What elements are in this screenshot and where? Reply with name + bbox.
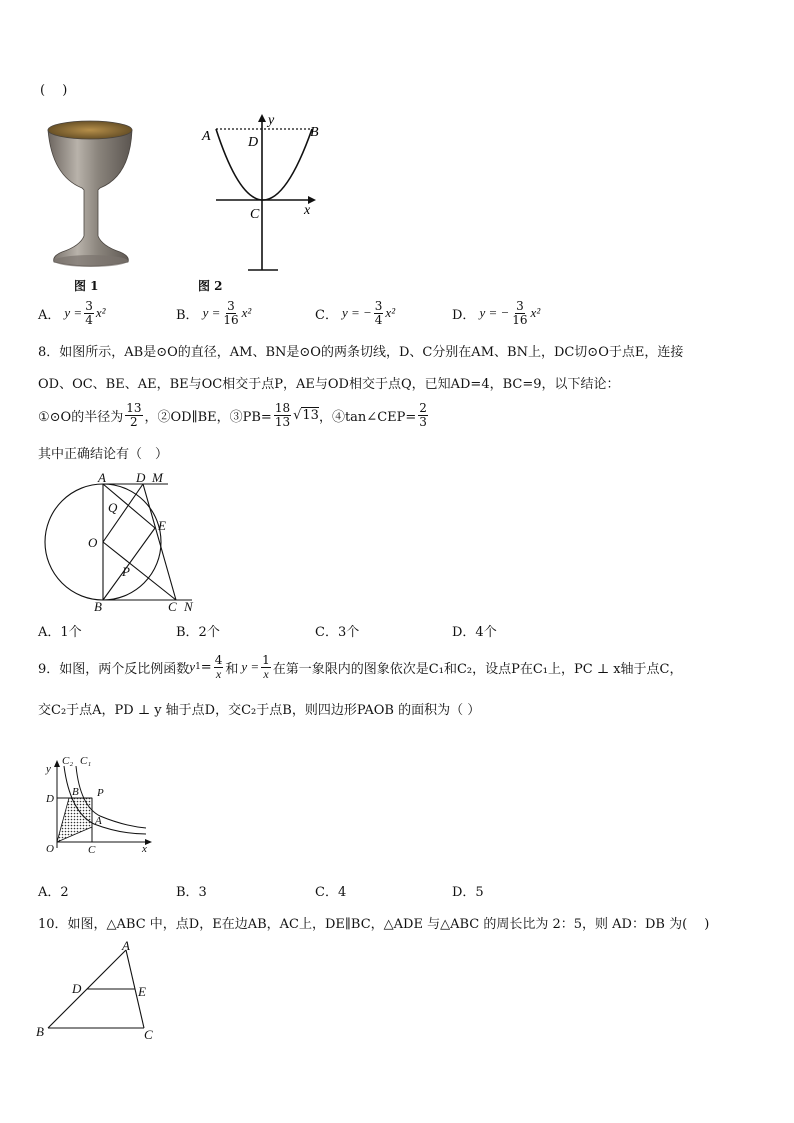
option-tail: x² — [530, 305, 541, 321]
option-letter: A． — [38, 307, 61, 323]
q9-rest: 在第一象限内的图象依次是C₁和C₂，设点P在C₁上，PC ⊥ x轴于点C， — [272, 661, 683, 677]
option-fraction: $\frac{3}{16}$ — [512, 299, 528, 327]
hyperbola-figure — [40, 752, 156, 856]
fig8-label-E: E — [158, 518, 166, 533]
q9-option-b[interactable]: B．3 — [176, 885, 207, 900]
fig2-label-x: x — [304, 203, 311, 218]
conclusion-4-fraction: $\frac{2}{3}$ — [419, 401, 427, 429]
q9-y1: y — [189, 659, 196, 675]
option-fraction: $\frac{3}{16}$ — [223, 299, 239, 327]
fig8-label-N: N — [184, 599, 193, 614]
goblet-figure — [44, 118, 136, 274]
fig8-label-C: C — [168, 599, 177, 614]
conclusion-4-label: ，④tan∠CEP= — [318, 409, 417, 425]
fig9-label-B: B — [72, 786, 79, 798]
circle-tangent-figure — [40, 470, 210, 615]
option-fraction: $\frac{3}{4}$ — [374, 299, 383, 327]
q8-option-a[interactable]: A．1个 — [38, 625, 82, 640]
q8-line2: OD、OC、BE、AE，BE与OC相交于点P，AE与OD相交于点Q，已知AD=4，BC=9，以下结论： — [38, 377, 620, 392]
q9-equals: = — [200, 659, 212, 675]
option-lhs: y = — [64, 305, 83, 321]
option-letter: D． — [452, 307, 476, 323]
option-fraction: $\frac{3}{4}$ — [85, 299, 93, 327]
parabola-figure — [196, 112, 326, 274]
fig2-label-A: A — [202, 129, 211, 144]
fig8-label-M: M — [152, 470, 163, 485]
q7-option-b[interactable] — [176, 300, 251, 326]
option-lhs: y = — [202, 305, 221, 321]
q7-option-a[interactable] — [38, 300, 106, 326]
option-lhs: y = − — [341, 305, 372, 321]
conclusion-1-fraction: $\frac{13}{2}$ — [126, 401, 142, 429]
q8-option-c[interactable]: C．3个 — [315, 625, 360, 640]
q9-and: 和 — [225, 661, 239, 677]
conclusion-2-3-label: ，②OD∥BE，③PB= — [144, 409, 272, 425]
option-tail: x² — [385, 305, 396, 321]
fig8-label-P: P — [122, 564, 130, 579]
option-tail: x² — [241, 305, 252, 321]
q9-fraction-1: $\frac{4}{x}$ — [214, 653, 223, 681]
fig8-label-Q: Q — [108, 500, 118, 515]
fig10-label-E: E — [138, 984, 146, 999]
q9-line1: 9．如图，两个反比例函数 y 1 = $\frac{4}{x}$ 和 y = $\frac{1}{x}$ 在第一象限内的图象依次是C₁和C₂，设点P在C₁上，PC ⊥ x轴于点C， — [38, 653, 683, 681]
q8-conclusions — [38, 402, 430, 428]
q9-fraction-2: $\frac{1}{x}$ — [262, 653, 270, 681]
conclusion-3-sqrt: 13 — [302, 408, 319, 424]
q9-option-d[interactable]: D．5 — [452, 885, 484, 900]
fig9-label-O: O — [46, 843, 54, 855]
fig2-caption: 图 2 — [198, 279, 223, 293]
option-tail: x² — [95, 305, 106, 321]
conclusion-1-label: ①⊙O的半径为 — [38, 409, 124, 425]
sqrt-icon: √ — [293, 407, 302, 423]
option-letter: B． — [176, 307, 199, 323]
q9-intro: 9．如图，两个反比例函数 — [38, 661, 190, 677]
option-lhs: y = − — [479, 305, 510, 321]
q9-line2: 交C₂于点A，PD ⊥ y 轴于点D，交C₂于点B，则四边形PAOB 的面积为（ ） — [38, 703, 481, 718]
option-letter: C． — [315, 307, 338, 323]
triangle-figure — [34, 938, 164, 1044]
fig10-label-B: B — [36, 1024, 44, 1039]
q9-option-a[interactable]: A．2 — [38, 885, 69, 900]
fig9-label-A: A — [95, 815, 102, 827]
q7-answer-paren: ( ) — [40, 83, 68, 98]
fig8-label-B: B — [94, 599, 102, 614]
fig2-label-y: y — [268, 113, 275, 128]
fig1-caption: 图 1 — [74, 279, 99, 293]
q9-option-c[interactable]: C．4 — [315, 885, 347, 900]
fig9-label-x: x — [142, 843, 147, 855]
fig2-label-B: B — [310, 125, 319, 140]
fig9-label-C1: C₁ — [80, 755, 92, 767]
fig9-label-y: y — [46, 763, 51, 775]
conclusion-3-fraction: $\frac{18}{13}$ — [274, 401, 291, 429]
fig9-label-C: C — [88, 844, 96, 856]
fig10-label-A: A — [122, 938, 130, 953]
q8-option-b[interactable]: B．2个 — [176, 625, 220, 640]
fig8-label-O: O — [88, 535, 98, 550]
fig8-label-D: D — [136, 470, 146, 485]
fig8-label-A: A — [98, 470, 106, 485]
q8-question: 其中正确结论有（ ） — [38, 447, 169, 462]
q8-option-d[interactable]: D．4个 — [452, 625, 497, 640]
fig2-label-D: D — [248, 135, 259, 150]
q7-option-c[interactable] — [315, 300, 395, 326]
fig10-label-D: D — [72, 981, 82, 996]
q8-line1: 8．如图所示，AB是⊙O的直径，AM、BN是⊙O的两条切线，D、C分别在AM、BN上，DC切⊙O于点E，连接 — [38, 345, 684, 360]
q10-text: 10．如图，△ABC 中，点D，E在边AB，AC上，DE∥BC，△ADE 与△ABC 的周长比为 2：5，则 AD：DB 为( ) — [38, 917, 710, 932]
fig9-label-P: P — [97, 787, 104, 799]
fig9-label-D: D — [46, 793, 54, 805]
fig10-label-C: C — [144, 1027, 153, 1042]
q9-y2: y = — [241, 659, 260, 675]
fig2-label-C: C — [250, 207, 260, 222]
q7-option-d[interactable] — [452, 300, 540, 326]
fig9-label-C2: C₂ — [62, 755, 74, 767]
